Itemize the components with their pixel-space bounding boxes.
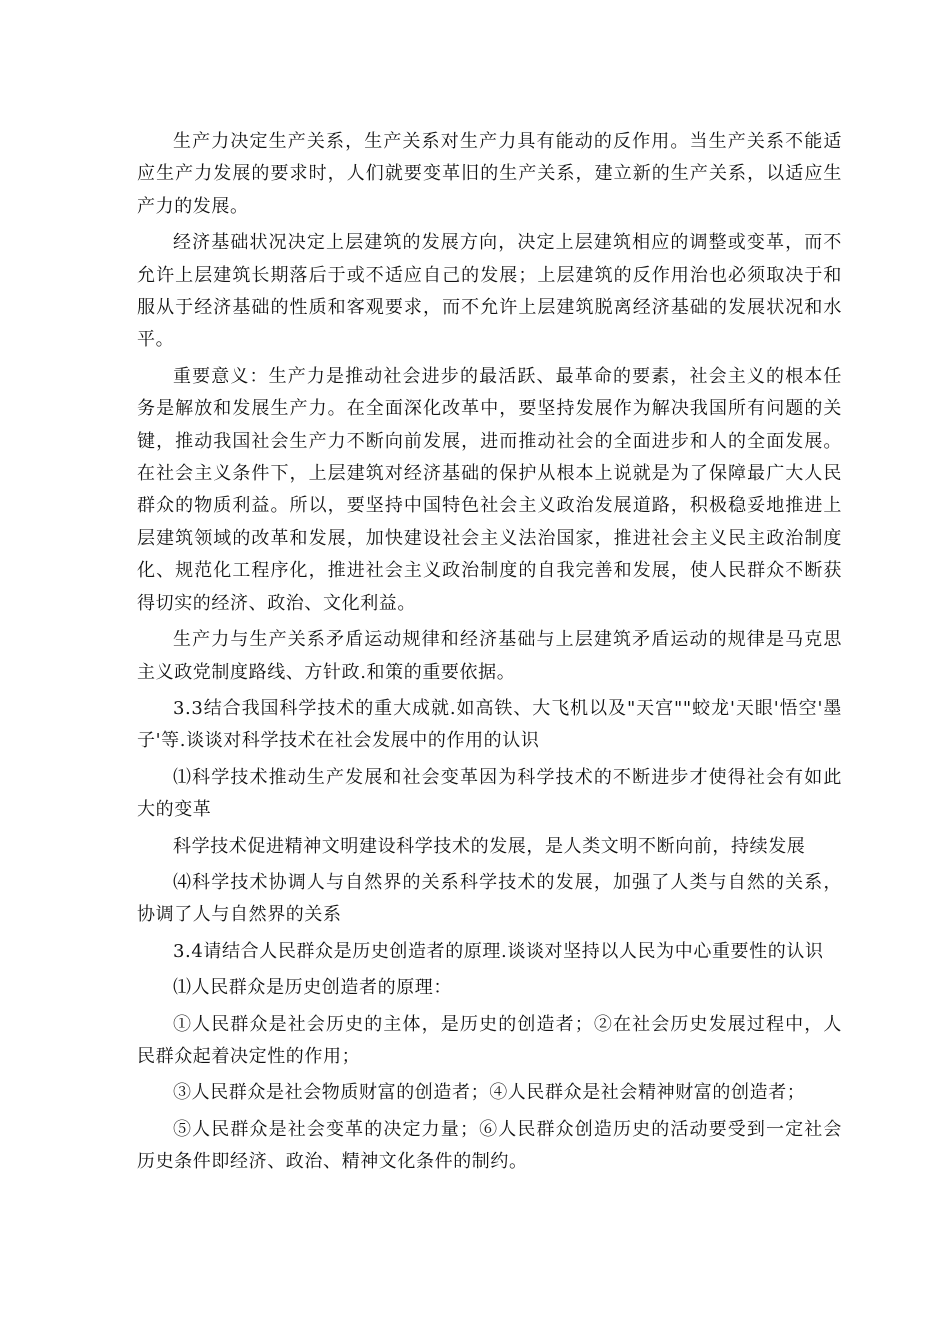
answer-3-3-point-4: ⑷科学技术协调人与自然界的关系科学技术的发展，加强了人类与自然的关系，协调了人与自然界的关系	[137, 871, 842, 926]
paragraph-economic-base: 经济基础状况决定上层建筑的发展方向，决定上层建筑相应的调整或变革，而不允许上层建筑长期落后于或不适应自己的发展；上层建筑的反作用治也必须取决于和服从于经济基础的性质和客观要求，而不允许上层建筑脱离经济基础的发展状况和水平。	[137, 232, 842, 351]
answer-3-4-heading: ⑴人民群众是历史创造者的原理：	[173, 977, 452, 999]
answer-3-4-points-3-4: ③人民群众是社会物质财富的创造者；④人民群众是社会精神财富的创造者；	[173, 1082, 806, 1104]
paragraph-productivity-relations: 生产力决定生产关系，生产关系对生产力具有能动的反作用。当生产关系不能适应生产力发展的要求时，人们就要变革旧的生产关系，建立新的生产关系，以适应生产力的发展。	[137, 131, 842, 217]
paragraph-law-basis: 生产力与生产关系矛盾运动规律和经济基础与上层建筑矛盾运动的规律是马克思主义政党制度路线、方针政.和策的重要依据。	[137, 629, 842, 683]
paragraph-significance: 重要意义：生产力是推动社会进步的最活跃、最革命的要素，社会主义的根本任务是解放和发展生产力。在全面深化改革中，要坚持发展作为解决我国所有问题的关键，推动我国社会生产力不断向前发展，进而推动社会的全面进步和人的全面发展。在社会主义条件下，上层建筑对经济基础的保护从根本上说就是为了保障最广大人民群众的物质利益。所以，要坚持中国特色社会主义政治发展道路，积极稳妥地推进上层建筑领域的改革和发展，加快建设社会主义法治国家，推进社会主义民主政治制度化、规范化工程序化，推进社会主义政治制度的自我完善和发展，使人民群众不断获得切实的经济、政治、文化利益。	[137, 365, 842, 614]
answer-3-3-point-1: ⑴科学技术推动生产发展和社会变革因为科学技术的不断进步才使得社会有如此大的变革	[137, 766, 842, 821]
document-page	[137, 126, 842, 1183]
answer-3-4-points-1-2: ①人民群众是社会历史的主体，是历史的创造者；②在社会历史发展过程中，人民群众起着决定性的作用；	[137, 1013, 842, 1067]
answer-3-3-point-2: 科学技术促进精神文明建设科学技术的发展，是人类文明不断向前，持续发展	[173, 835, 806, 857]
question-3-3: 3.3结合我国科学技术的重大成就.如高铁、大飞机以及"天宫""蛟龙'天眼'悟空'墨子'等.谈谈对科学技术在社会发展中的作用的认识	[137, 697, 842, 752]
answer-3-4-points-5-6: ⑤人民群众是社会变革的决定力量；⑥人民群众创造历史的活动要受到一定社会历史条件即经济、政治、精神文化条件的制约。	[137, 1118, 842, 1173]
question-3-4: 3.4请结合人民群众是历史创造者的原理.谈谈对坚持以人民为中心重要性的认识	[173, 940, 824, 962]
